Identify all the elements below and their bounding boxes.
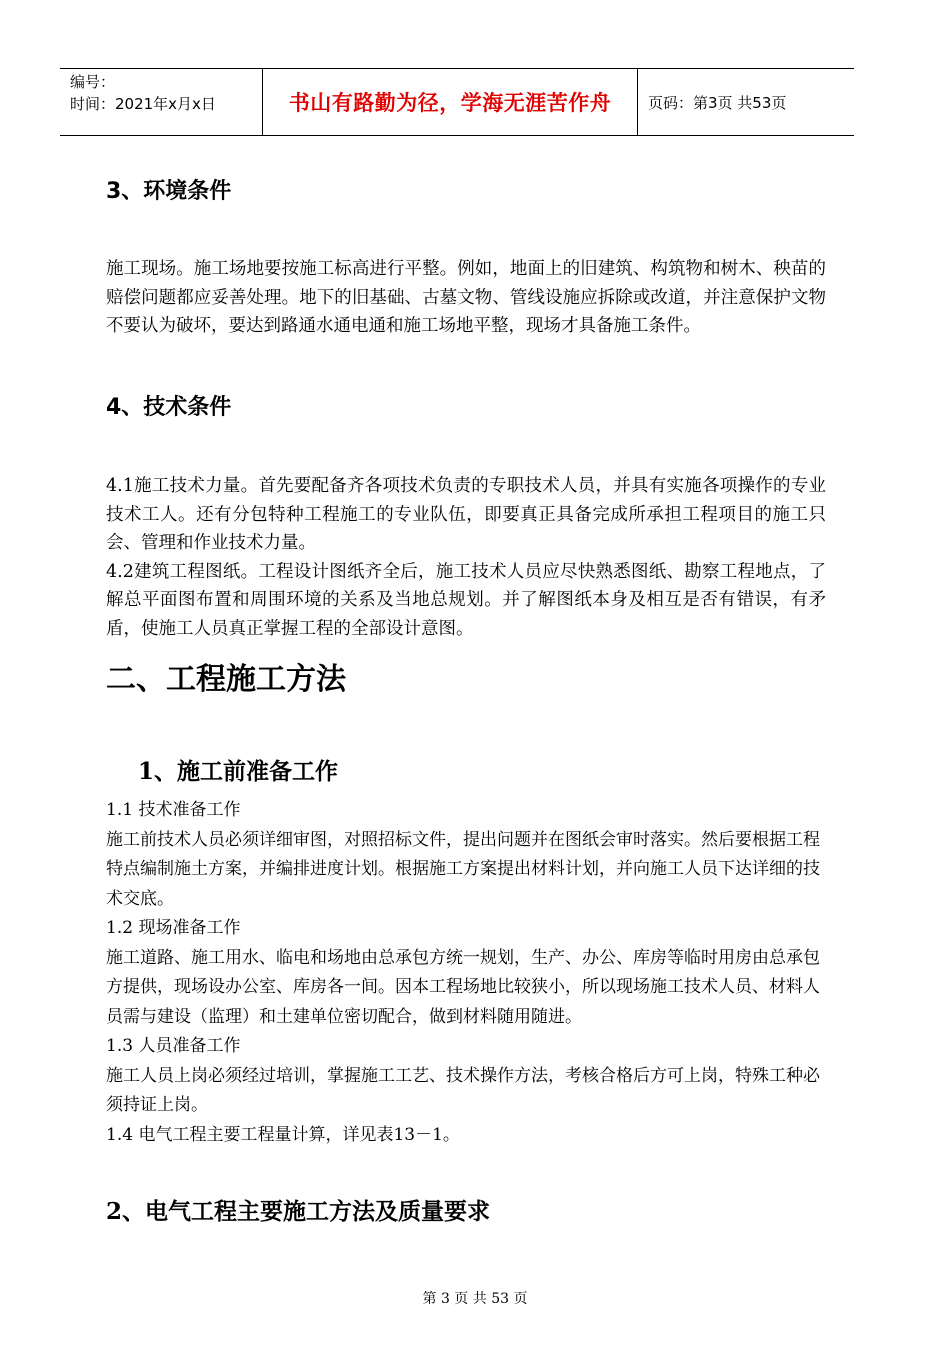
chapter-title: 二、工程施工方法	[106, 662, 346, 697]
item-title-1-1: 1.1 技术准备工作	[106, 800, 241, 820]
header-motto: 书山有路勤为径，学海无涯苦作舟	[262, 69, 638, 135]
page-header	[60, 68, 854, 136]
subsection-title-preparation: 1、施工前准备工作	[138, 758, 339, 785]
item-text-1-2: 施工道路、施工用水、临电和场地由总承包方统一规划，生产、办公、库房等临时用房由总承包方提供，现场设办公室、库房各一间。因本工程场地比较狭小，所以现场施工技术人员、材料人员需与建设（监理）和土建单位密切配合，做到材料随用随进。	[106, 947, 820, 1027]
paragraph: 施工现场。施工场地要按施工标高进行平整。例如，地面上的旧建筑、构筑物和树木、秧苗的赔偿问题都应妥善处理。地下的旧基础、古墓文物、管线设施应拆除或改道，并注意保护文物不要认为破坏，要达到路通水通电通和施工场地平整，现场才具备施工条件。	[106, 259, 826, 336]
item-title-1-2: 1.2 现场准备工作	[106, 918, 241, 938]
header-date: 时间：2021年x月x日	[70, 95, 216, 113]
section-title-technical: 4、技术条件	[106, 395, 232, 420]
subsection-content-preparation	[106, 796, 826, 1150]
subsection-title-methods: 2、电气工程主要施工方法及质量要求	[106, 1198, 491, 1225]
section-text-technical	[106, 472, 826, 643]
item-text-1-1: 施工前技术人员必须详细审图，对照招标文件，提出问题并在图纸会审时落实。然后要根据工程特点编制施土方案，并编排进度计划。根据施工方案提出材料计划，并向施工人员下达详细的技术交底。	[106, 829, 820, 909]
item-text-1-4: 1.4 电气工程主要工程量计算，详见表13－1。	[106, 1124, 460, 1145]
header-number-label: 编号：	[70, 73, 116, 91]
page-footer: 第 3 页 共 53 页	[422, 1291, 528, 1307]
paragraph: 4.1施工技术力量。首先要配备齐各项技术负责的专职技术人员，并具有实施各项操作的专业技术工人。还有分包特种工程施工的专业队伍，即要真正具备完成所承担工程项目的施工只会、管理和作业技术力量。	[106, 476, 826, 553]
section-title-environment: 3、环境条件	[106, 179, 232, 204]
paragraph: 4.2建筑工程图纸。工程设计图纸齐全后，施工技术人员应尽快熟悉图纸、勘察工程地点，了解总平面图布置和周围环境的关系及当地总规划。并了解图纸本身及相互是否有错误，有矛盾，使施工人员真正掌握工程的全部设计意图。	[106, 561, 826, 639]
item-text-1-3: 施工人员上岗必须经过培训，掌握施工工艺、技术操作方法，考核合格后方可上岗，特殊工种必须持证上岗。	[106, 1065, 820, 1115]
item-title-1-3: 1.3 人员准备工作	[106, 1036, 241, 1056]
header-page-info: 页码：第3页 共53页	[648, 93, 787, 112]
section-text-environment	[106, 255, 826, 341]
header-meta	[60, 69, 262, 135]
